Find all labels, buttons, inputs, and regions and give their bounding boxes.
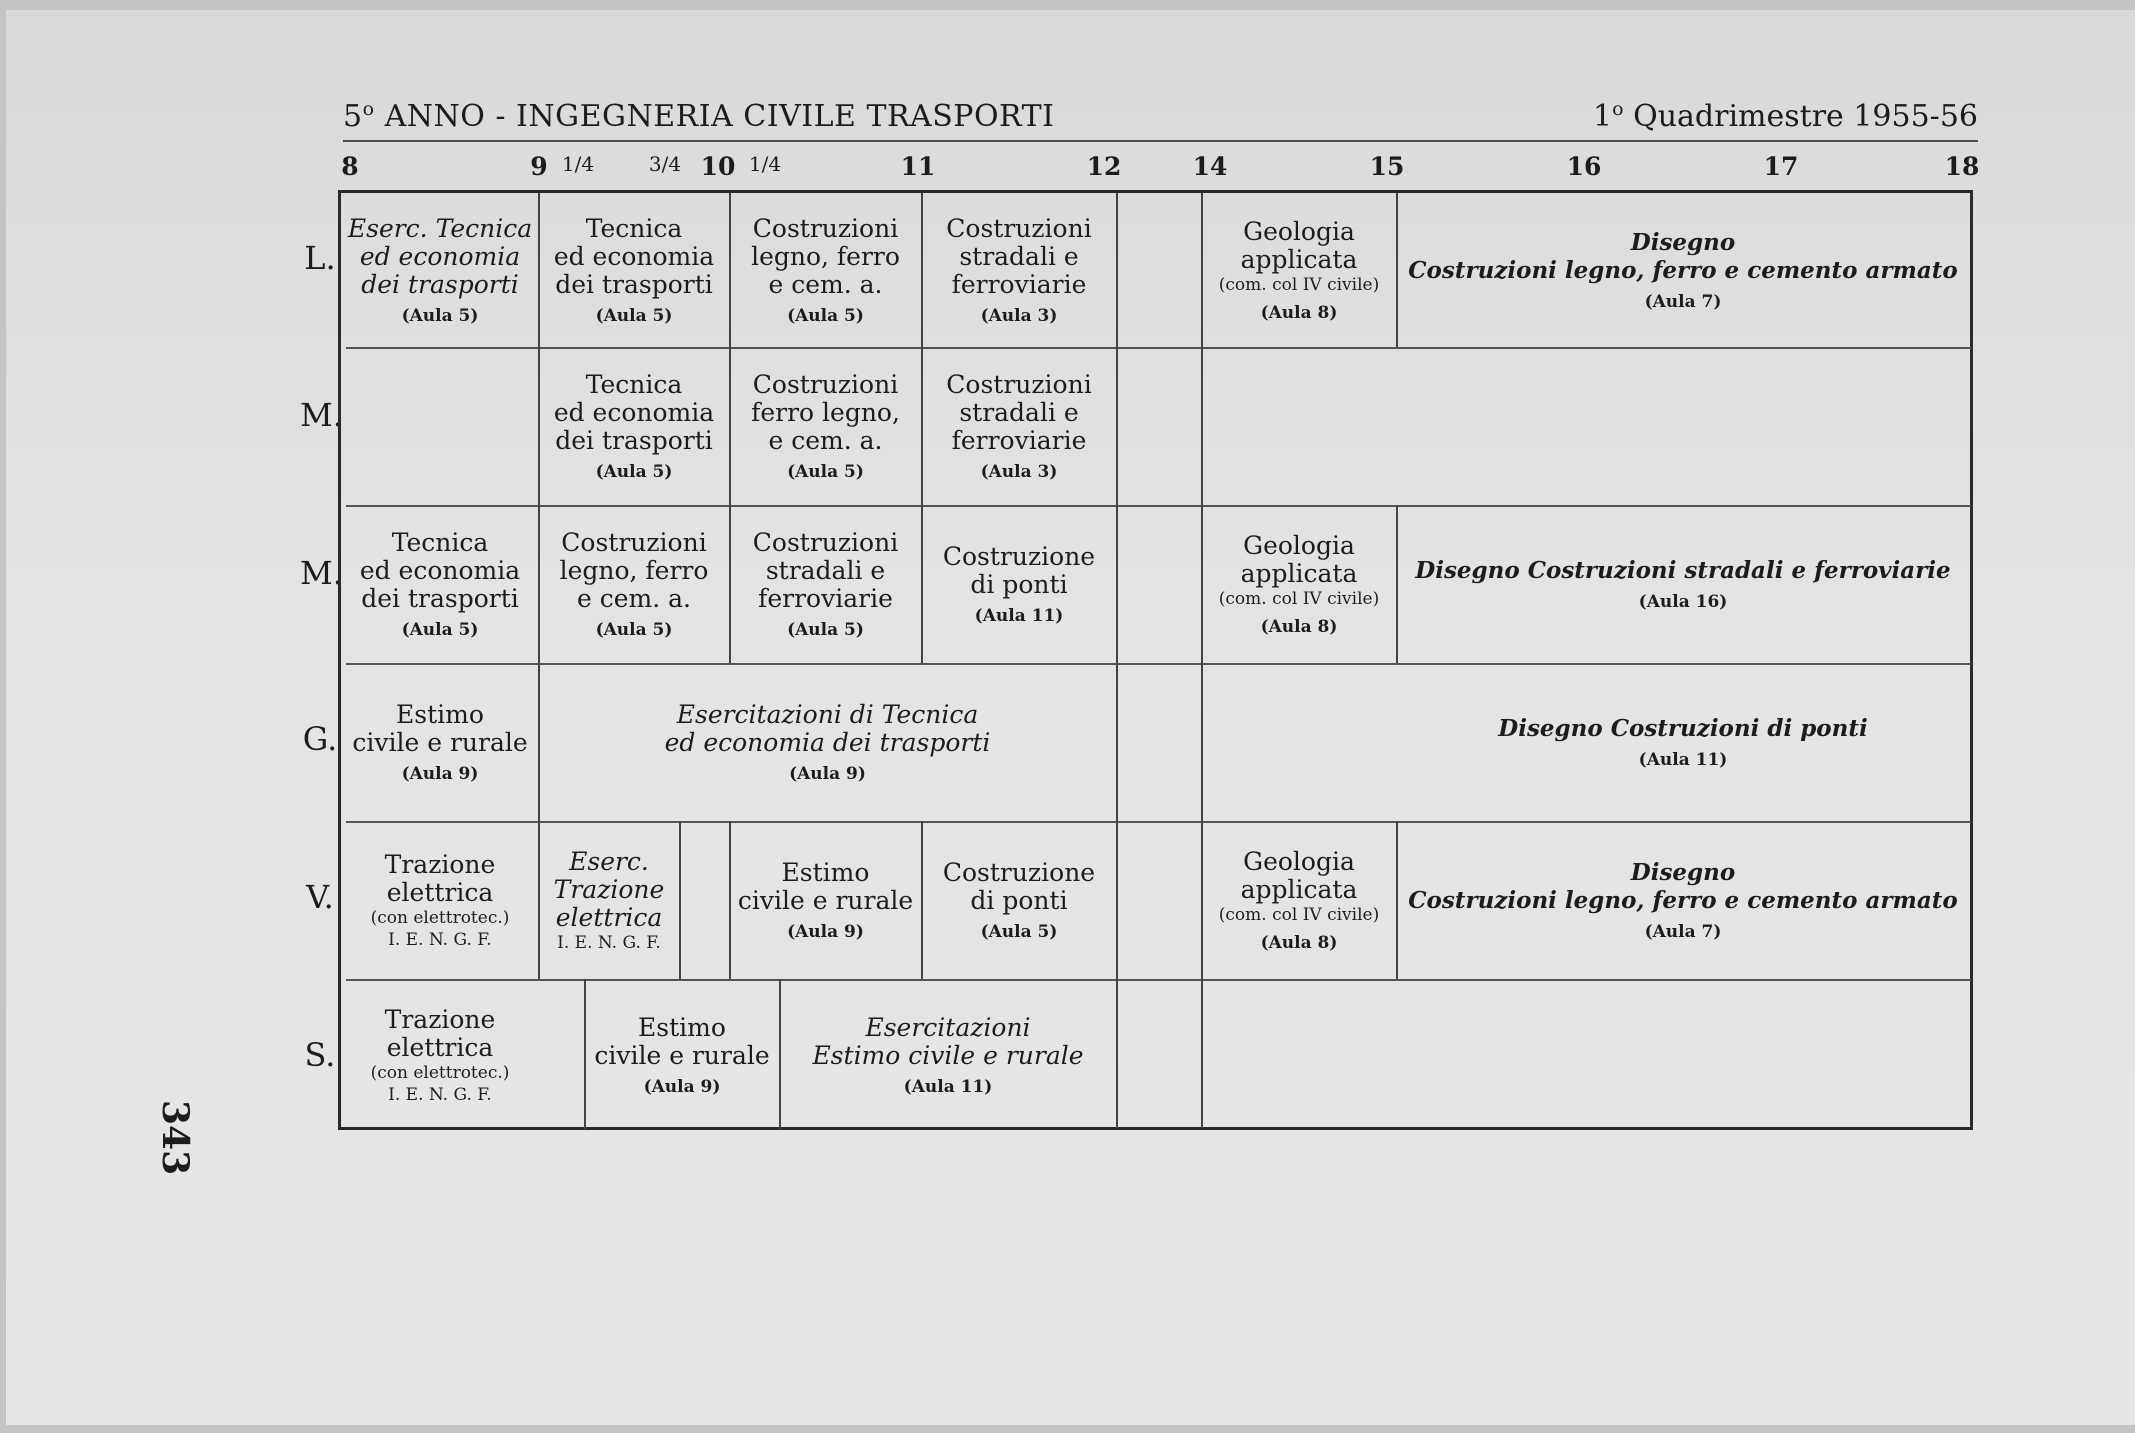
hour-label: 8 bbox=[341, 152, 359, 181]
class-cell: Geologia applicata (com. col IV civile) (Aula 8) bbox=[1218, 217, 1380, 323]
hour-label: 9 bbox=[530, 152, 548, 181]
class-cell: Disegno Costruzioni legno, ferro e cemento armato (Aula 7) bbox=[1408, 859, 1958, 942]
term-label: 1$^o$ Quadrimestre 1955-56 bbox=[1593, 98, 1978, 134]
class-cell: Esercitazioni Estimo civile e rurale (Aula 11) bbox=[812, 1013, 1084, 1097]
row-divider bbox=[346, 347, 1971, 349]
row-divider bbox=[346, 821, 1971, 823]
page-title: 5$^o$ ANNO - INGEGNERIA CIVILE TRASPORTI bbox=[343, 98, 1055, 134]
class-cell: Costruzioni legno, ferro e cem. a. (Aula 5) bbox=[559, 528, 709, 640]
class-cell: Costruzione di ponti (Aula 11) bbox=[942, 542, 1096, 626]
class-cell: Estimo civile e rurale (Aula 9) bbox=[594, 1013, 770, 1097]
row-divider bbox=[346, 979, 1971, 981]
day-label-saturday: S. bbox=[304, 1036, 336, 1074]
page-number: 343 bbox=[154, 1100, 196, 1176]
day-label-tuesday: M. bbox=[300, 396, 343, 434]
row-divider bbox=[346, 505, 1971, 507]
class-cell: Tecnica ed economia dei trasporti (Aula 5) bbox=[553, 214, 715, 326]
row-divider bbox=[346, 663, 1971, 665]
hour-label: 18 bbox=[1944, 152, 1980, 181]
hour-label: 1/4 bbox=[561, 152, 595, 176]
hour-label: 1/4 bbox=[748, 152, 782, 176]
hour-label: 11 bbox=[900, 152, 936, 181]
timetable-grid bbox=[338, 190, 1973, 1130]
class-cell: Disegno Costruzioni di ponti (Aula 11) bbox=[1498, 715, 1868, 770]
hour-label: 12 bbox=[1086, 152, 1122, 181]
class-cell: Costruzioni ferro legno, e cem. a. (Aula 5) bbox=[751, 370, 900, 482]
column-divider bbox=[1116, 193, 1118, 1128]
hour-label: 17 bbox=[1763, 152, 1799, 181]
class-cell: Trazione elettrica (con elettrotec.) I. E. N. G. F. bbox=[370, 850, 510, 950]
class-cell: Disegno Costruzioni stradali e ferroviarie (Aula 16) bbox=[1415, 557, 1951, 612]
class-cell: Tecnica ed economia dei trasporti (Aula 5) bbox=[359, 528, 521, 640]
day-label-friday: V. bbox=[306, 878, 334, 916]
class-cell: Costruzioni legno, ferro e cem. a. (Aula 5) bbox=[751, 214, 900, 326]
day-label-thursday: G. bbox=[302, 720, 338, 758]
hour-label: 3/4 bbox=[648, 152, 682, 176]
hour-label: 15 bbox=[1369, 152, 1405, 181]
class-cell: Geologia applicata (com. col IV civile) (Aula 8) bbox=[1218, 847, 1380, 953]
class-cell: Tecnica ed economia dei trasporti (Aula 5) bbox=[553, 370, 715, 482]
column-divider bbox=[679, 821, 681, 979]
class-cell: Geologia applicata (com. col IV civile) (Aula 8) bbox=[1218, 531, 1380, 637]
class-cell: Esercitazioni di Tecnica ed economia dei trasporti (Aula 9) bbox=[664, 700, 991, 784]
class-cell: Costruzione di ponti (Aula 5) bbox=[942, 858, 1096, 942]
hour-label: 10 bbox=[700, 152, 736, 181]
class-cell: Estimo civile e rurale (Aula 9) bbox=[352, 700, 528, 784]
hour-label: 16 bbox=[1566, 152, 1602, 181]
class-cell: Disegno Costruzioni legno, ferro e cemento armato (Aula 7) bbox=[1408, 229, 1958, 312]
day-label-monday: L. bbox=[304, 239, 336, 277]
class-cell: Trazione elettrica (con elettrotec.) I. E. N. G. F. bbox=[370, 1005, 510, 1105]
class-cell: Costruzioni stradali e ferroviarie (Aula 3) bbox=[946, 370, 1092, 482]
class-cell: Eserc. Tecnica ed economia dei trasporti (Aula 5) bbox=[347, 214, 533, 326]
day-label-wednesday: M. bbox=[300, 554, 343, 592]
class-cell: Eserc. Trazione elettrica I. E. N. G. F. bbox=[553, 847, 665, 953]
class-cell: Estimo civile e rurale (Aula 9) bbox=[737, 858, 914, 942]
class-cell: Costruzioni stradali e ferroviarie (Aula 5) bbox=[752, 528, 899, 640]
class-cell: Costruzioni stradali e ferroviarie (Aula 3) bbox=[946, 214, 1092, 326]
hour-label: 14 bbox=[1192, 152, 1228, 181]
title-rule bbox=[343, 140, 1978, 142]
